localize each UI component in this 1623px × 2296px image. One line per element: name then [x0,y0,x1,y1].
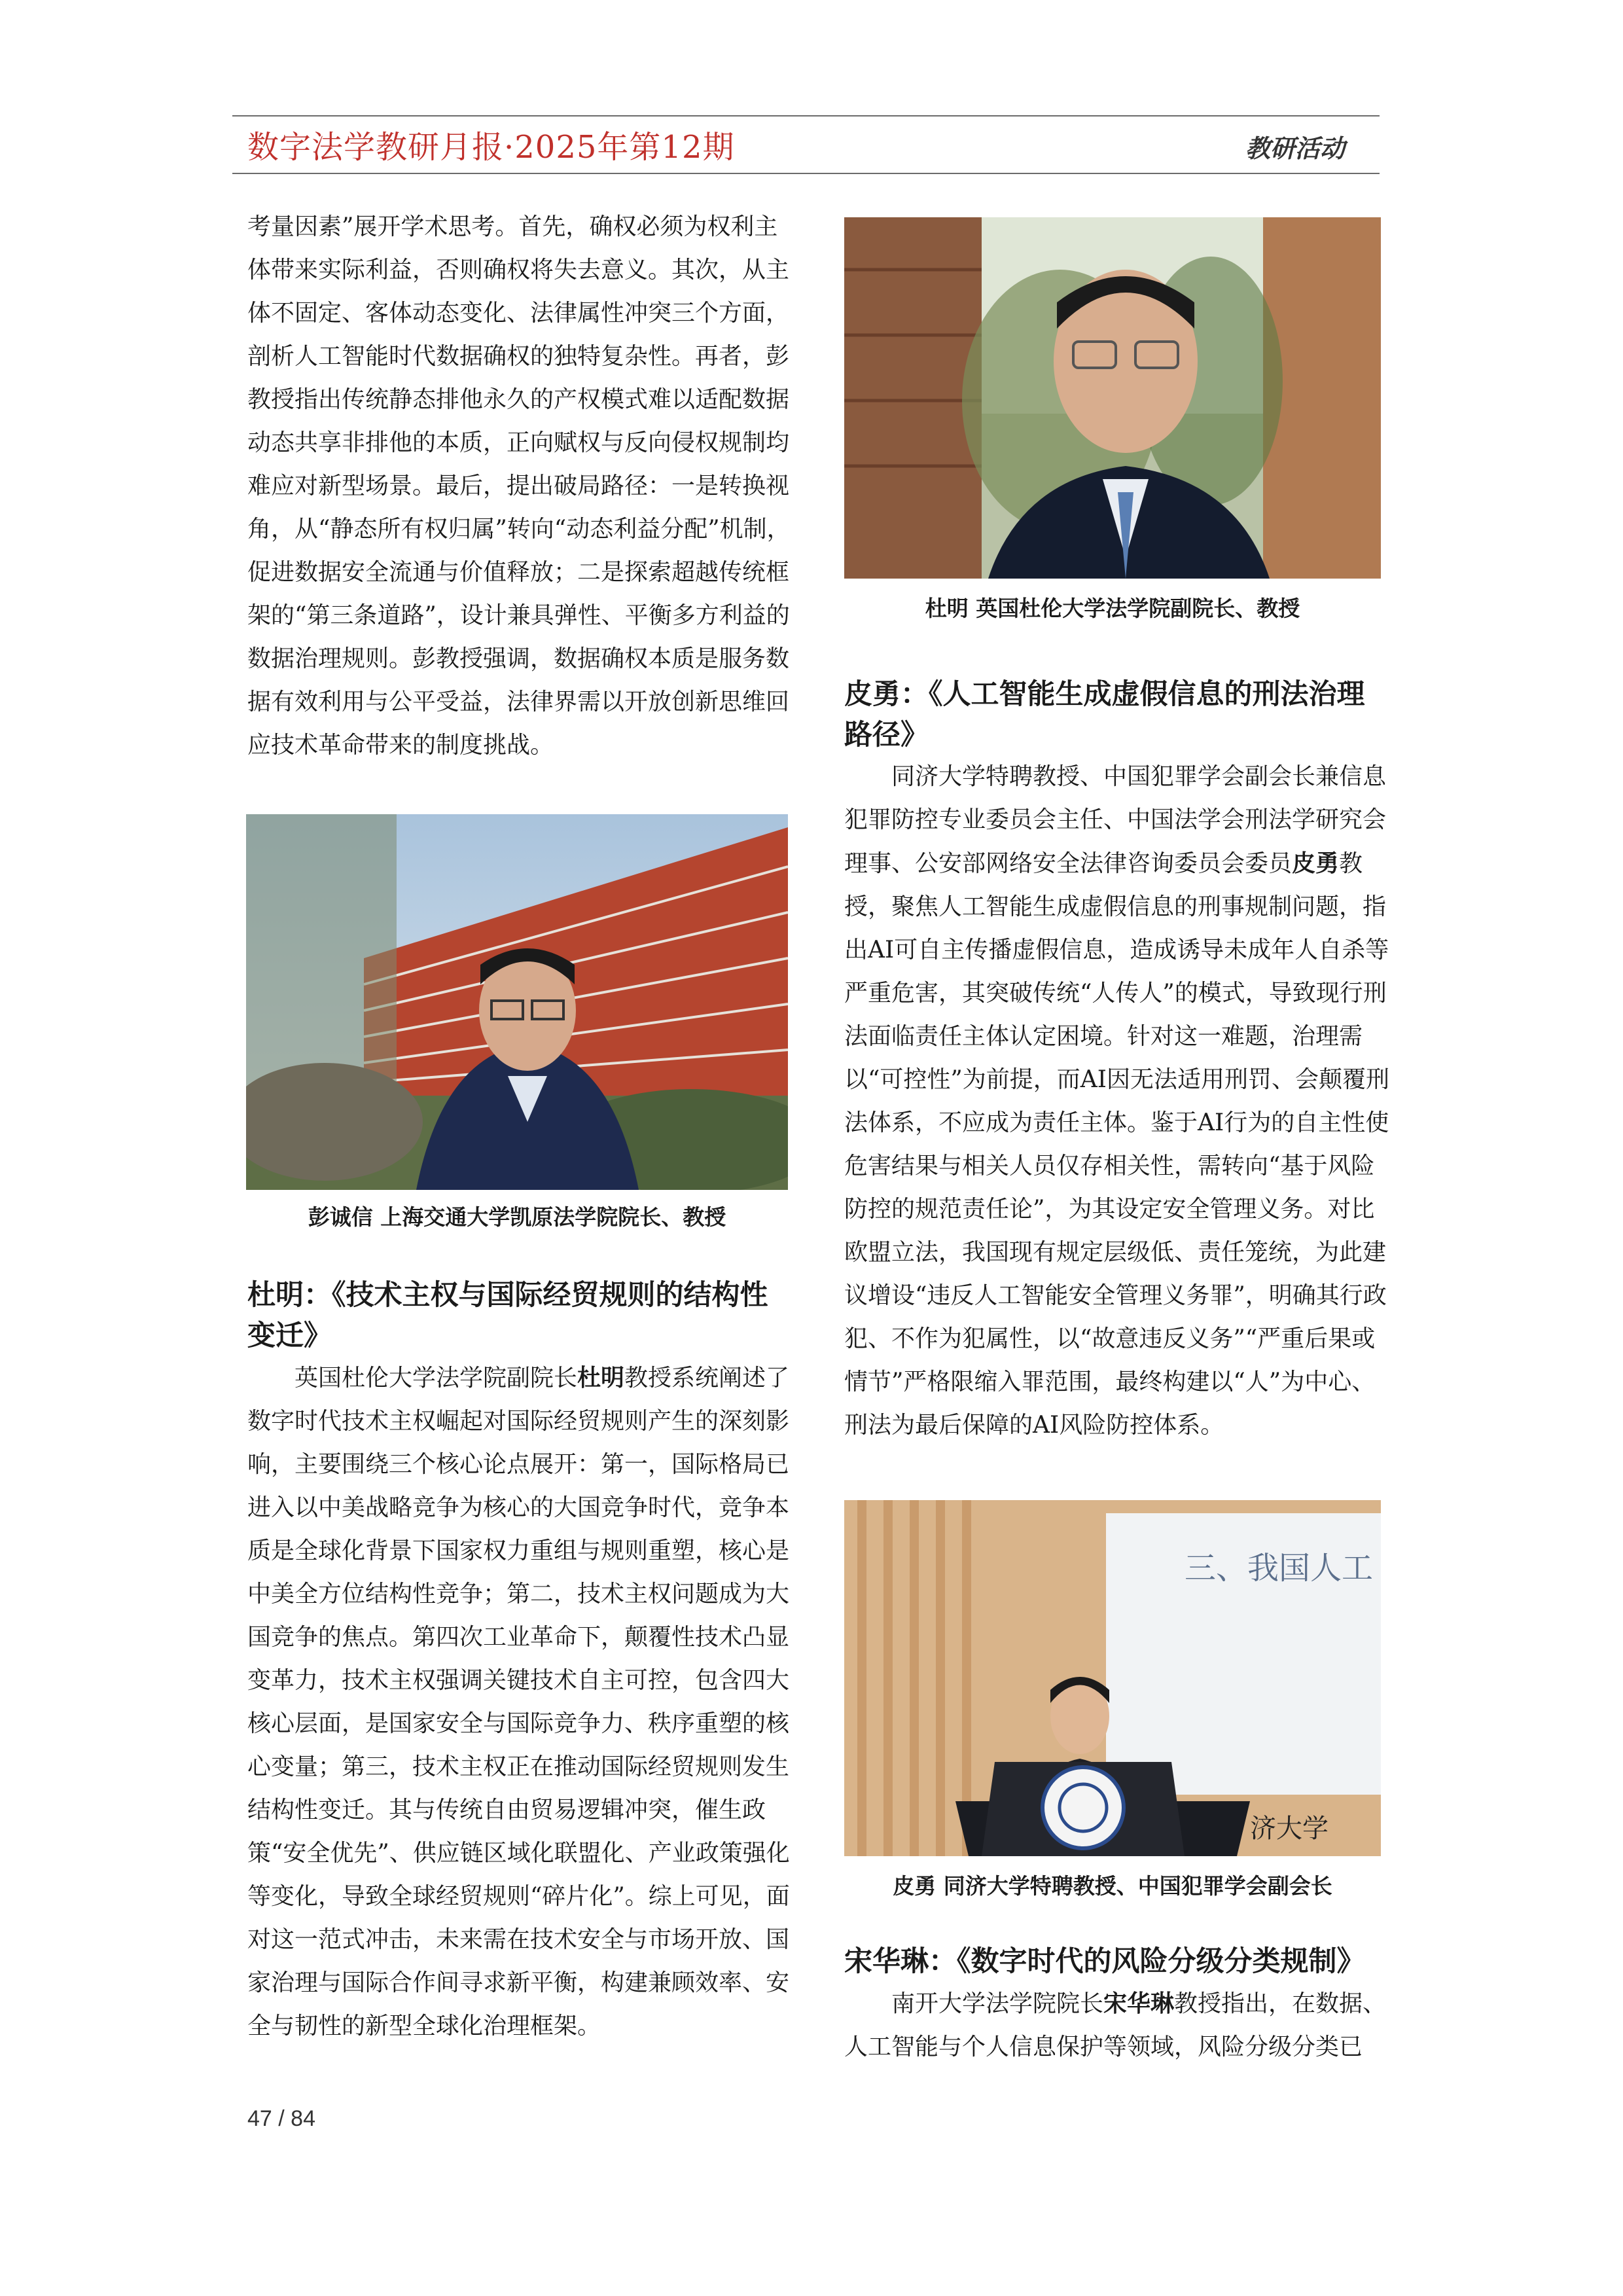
pi-yong-photo-caption: 皮勇 同济大学特聘教授、中国犯罪学会副会长 [893,1873,1332,1899]
page-number: 47 / 84 [247,2106,315,2131]
du-ming-paragraph [247,1356,796,2048]
article-paragraph: 考量因素”展开学术思考。首先，确权必须为权利主体带来实际利益，否则确权将失去意义。其次，从主体不固定、客体动态变化、法律属性冲突三个方面，剖析人工智能时代数据确权的独特复杂性。再者，彭教授指出传统静态排他永久的产权模式难以适配数据动态共享非排他的本质，正向赋权与反向侵权规制均难应对新型场景。最后，提出破局路径：一是转换视角，从“静态所有权归属”转向“动态利益分配”机制，促进数据安全流通与价值释放；二是探索超越传统框架的“第三条道路”，设计兼具弹性、平衡多方利益的数据治理规则。彭教授强调，数据确权本质是服务数据有效利用与公平受益，法律界需以开放创新思维回应技术革命带来的制度挑战。 [247,213,791,759]
left-column-bottom [247,1275,796,2048]
podium-text: 济大学 [1250,1814,1329,1844]
pi-yong-heading: 皮勇：《人工智能生成虚假信息的刑法治理路径》 [844,678,1365,751]
header-top-rule [232,115,1380,117]
pi-yong-paragraph [844,755,1391,1447]
du-ming-body: 教授系统阐述了数字时代技术主权崛起对国际经贸规则产生的深刻影响，主要围绕三个核心论点展开：第一，国际格局已进入以中美战略竞争为核心的大国竞争时代，竞争本质是全球化背景下国家权力重组与规则重塑，核心是中美全方位结构性竞争；第二，技术主权问题成为大国竞争的焦点。第四次工业革命下，颠覆性技术凸显变革力，技术主权强调关键技术自主可控，包含四大核心层面，是国家安全与国际竞争力、秩序重塑的核心变量；第三，技术主权正在推动国际经贸规则发生结构性变迁。其与传统自由贸易逻辑冲突，催生政策“安全优先”、供应链区域化联盟化、产业政策强化等变化，导致全球经贸规则“碎片化”。综上可见，面对这一范式冲击，未来需在技术安全与市场开放、国家治理与国际合作间寻求新平衡，构建兼顾效率、安全与韧性的新型全球化治理框架。 [247,1365,790,2039]
du-ming-intro: 英国杜伦大学法学院副院长 [294,1365,578,1391]
song-hualin-heading: 宋华琳：《数字时代的风险分级分类规制》 [844,1945,1365,1978]
du-ming-photo [844,217,1381,579]
song-hualin-name: 宋华琳 [1103,1990,1175,2017]
header-section-label: 教研活动 [1245,134,1345,163]
podium-speaker-photo-icon [844,1500,1381,1856]
header-bottom-rule [232,173,1380,174]
right-column-bottom [844,1941,1394,2069]
song-hualin-paragraph [844,1982,1394,2069]
song-hualin-body: 教授指出，在数据、人工智能与个人信息保护等领域，风险分级分类已 [844,1990,1387,2060]
slide-title-text: 三、我国人工 [1185,1550,1374,1587]
pi-yong-intro: 同济大学特聘教授、中国犯罪学会副会长兼信息犯罪防控专业委员会主任、中国法学会刑法学研究会理事、公安部网络安全法律咨询委员会委员 [844,763,1387,877]
video-portrait-photo-icon [844,217,1381,579]
left-column-top [247,206,796,767]
du-ming-photo-caption: 杜明 英国杜伦大学法学院副院长、教授 [925,596,1300,621]
header-journal-title: 数字法学教研月报·2025年第12期 [247,129,735,166]
song-hualin-intro: 南开大学法学院院长 [891,1990,1104,2017]
pi-yong-name: 皮勇 [1292,850,1340,877]
du-ming-name: 杜明 [577,1364,625,1391]
portrait-photo-icon [246,814,788,1190]
peng-chengxin-photo [246,814,788,1190]
pi-yong-body: 教授，聚焦人工智能生成虚假信息的刑事规制问题，指出AI可自主传播虚假信息，造成诱导未成年人自杀等严重危害，其突破传统“人传人”的模式，导致现行刑法面临责任主体认定困境。针对这一难题，治理需以“可控性”为前提，而AI因无法适用刑罚、会颠覆刑法体系，不应成为责任主体。鉴于AI行为的自主性使危害结果与相关人员仅存相关性，需转向“基于风险防控的规范责任论”，为其设定安全管理义务。对比欧盟立法，我国现有规定层级低、责任笼统，为此建议增设“违反人工智能安全管理义务罪”，明确其行政犯、不作为犯属性，以“故意违反义务”“严重后果或情节”严格限缩入罪范围，最终构建以“人”为中心、刑法为最后保障的AI风险防控体系。 [844,850,1390,1439]
pi-yong-photo [844,1500,1381,1856]
peng-photo-caption: 彭诚信 上海交通大学凯原法学院院长、教授 [308,1204,726,1230]
right-column-middle [844,674,1391,1447]
du-ming-heading: 杜明：《技术主权与国际经贸规则的结构性变迁》 [247,1279,768,1352]
